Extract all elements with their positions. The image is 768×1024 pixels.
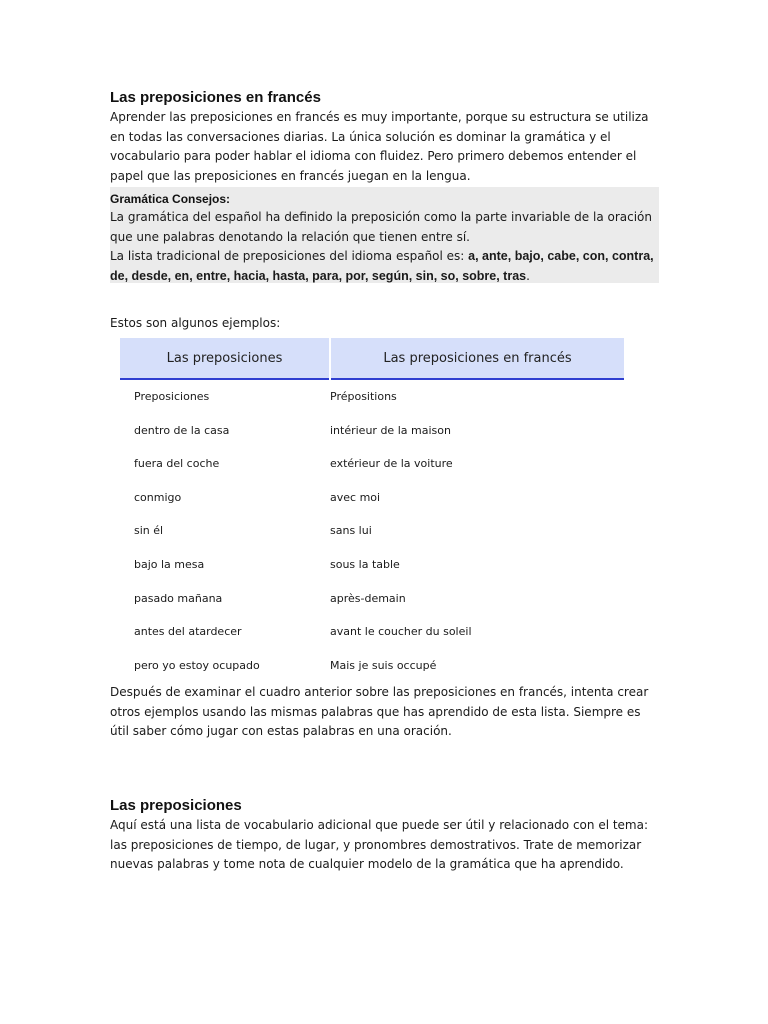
- grammar-tips-box: [110, 187, 659, 283]
- tips-title: Gramática Consejos:: [110, 192, 231, 206]
- table-cell-french: sans lui: [330, 524, 372, 538]
- table-cell-spanish: sin él: [134, 524, 164, 538]
- table-row: [120, 649, 624, 683]
- tips-line-2-intro: La lista tradicional de preposiciones del idioma español es:: [110, 249, 469, 263]
- tips-body: [110, 208, 659, 286]
- prepositions-table: [120, 338, 624, 682]
- table-row: [120, 481, 624, 515]
- table-cell-french: extérieur de la voiture: [330, 457, 453, 471]
- table-header-spanish: Las preposiciones: [120, 338, 329, 380]
- table-cell-french: sous la table: [330, 557, 400, 571]
- table-row: [120, 380, 624, 414]
- tips-line-2-end: .: [526, 268, 530, 283]
- table-cell-spanish: bajo la mesa: [134, 557, 205, 571]
- table-row: [120, 615, 624, 649]
- section2-paragraph: Aquí está una lista de vocabulario adicional que puede ser útil y relacionado con el tema: las preposiciones de tiempo, de lugar, y pronombres demostrativos. Trate de memorizar nuevas palabras y tome nota de cualquier modelo de la gramática que ha aprendido.: [110, 818, 649, 871]
- table-cell-french: Prépositions: [330, 390, 397, 403]
- table-cell-french: avec moi: [330, 490, 381, 504]
- table-header: [120, 338, 624, 380]
- after-table-paragraph: Después de examinar el cuadro anterior sobre las preposiciones en francés, intenta crear otros ejemplos usando las mismas palabras que has aprendido de esta lista. Siempre es útil saber cómo jugar con estas palabras en una oración.: [110, 685, 649, 738]
- section-title-2: Las preposiciones: [110, 797, 242, 814]
- table-row: [120, 414, 624, 448]
- table-row: [120, 447, 624, 481]
- table-row: [120, 548, 624, 582]
- table-body: [120, 380, 624, 682]
- table-cell-spanish: dentro de la casa: [134, 423, 230, 437]
- table-cell-french: après-demain: [330, 591, 406, 605]
- table-cell-spanish: conmigo: [134, 490, 182, 504]
- section-title: Las preposiciones en francés: [110, 89, 321, 106]
- tips-line-1: La gramática del español ha definido la preposición como la parte invariable de la oración que une palabras denotando la relación que tienen entre sí.: [110, 210, 652, 244]
- table-cell-spanish: antes del atardecer: [134, 625, 242, 639]
- table-cell-spanish: pero yo estoy ocupado: [134, 658, 260, 672]
- table-cell-french: avant le coucher du soleil: [330, 625, 472, 639]
- table-cell-spanish: fuera del coche: [134, 457, 220, 471]
- examples-intro: Estos son algunos ejemplos:: [110, 316, 281, 330]
- table-row: [120, 514, 624, 548]
- table-cell-spanish: pasado mañana: [134, 591, 223, 605]
- table-header-french: Las preposiciones en francés: [331, 338, 624, 380]
- table-row: [120, 582, 624, 616]
- table-cell-french: intérieur de la maison: [330, 423, 451, 437]
- intro-paragraph: Aprender las preposiciones en francés es muy importante, porque su estructura se utiliza en todas las conversaciones diarias. La única solución es dominar la gramática y el vocabulario para poder hablar el idioma con fluidez. Pero primero debemos entender el papel que las preposiciones en francés juegan en la lengua.: [110, 110, 649, 183]
- prepositions-list: a, ante, bajo, cabe, con, contra, de, desde, en, entre, hacia, hasta, para, por, según, sin, so, sobre, tras: [110, 249, 654, 283]
- table-cell-spanish: Preposiciones: [134, 390, 210, 403]
- table-cell-french: Mais je suis occupé: [330, 658, 437, 672]
